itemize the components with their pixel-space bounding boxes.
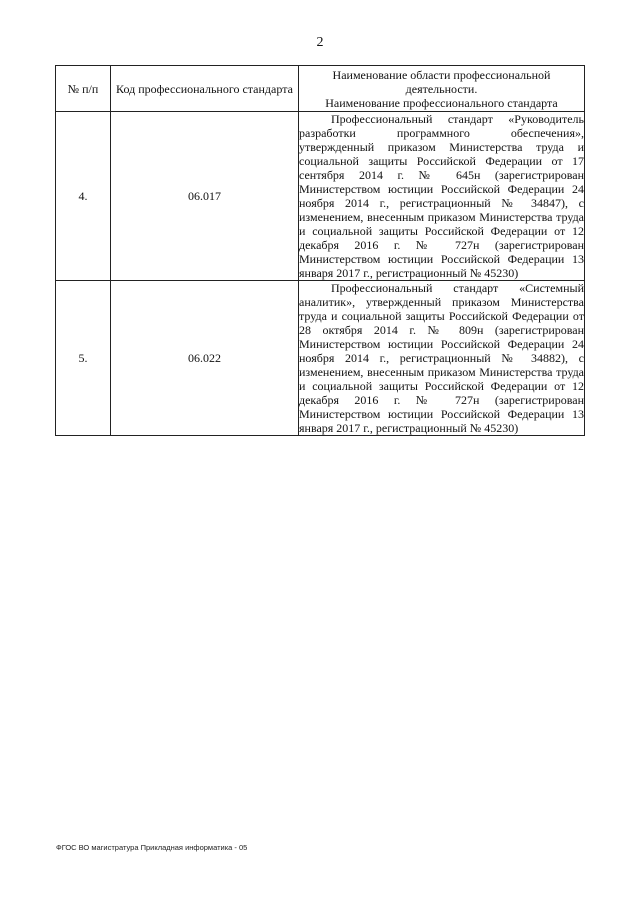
standard-code: 06.017	[111, 112, 299, 281]
standard-description: Профессиональный стандарт «Руководитель разработки программного обеспечения», утвержденный приказом Министерства труда и социальной защиты Российской Федерации от 17 сентября 2014 г. № 645н (зарегистрирован Министерством юстиции Российской Федерации 24 ноября 2014 г., регистрационный № 34847), с изменением, внесенным приказом Министерства труда и социальной защиты Российской Федерации от 12 декабря 2016 г. № 727н (зарегистрирован Министерством юстиции Российской Федерации 13 января 2017 г., регистрационный № 45230)	[299, 112, 584, 280]
table-row	[56, 281, 585, 436]
row-number: 4.	[56, 112, 111, 281]
table-header-row	[56, 66, 585, 112]
header-num: № п/п	[56, 66, 111, 112]
row-number: 5.	[56, 281, 111, 436]
page-number: 2	[316, 35, 324, 50]
standard-code: 06.022	[111, 281, 299, 436]
standard-description: Профессиональный стандарт «Системный аналитик», утвержденный приказом Министерства труда и социальной защиты Российской Федерации от 28 октября 2014 г. № 809н (зарегистрирован Министерством юстиции Российской Федерации 24 ноября 2014 г., регистрационный № 34882), с изменением, внесенным приказом Министерства труда и социальной защиты Российской Федерации от 12 декабря 2016 г. № 727н (зарегистрирован Министерством юстиции Российской Федерации 13 января 2017 г., регистрационный № 45230)	[299, 281, 584, 435]
document-footer: ФГОС ВО магистратура Прикладная информатика - 05	[56, 843, 248, 852]
table-row	[56, 112, 585, 281]
header-name-line2: Наименование профессионального стандарта	[325, 95, 558, 110]
header-name	[299, 66, 585, 112]
header-name-line1: Наименование области профессиональной деятельности.	[332, 67, 551, 96]
professional-standards-table	[55, 65, 585, 436]
header-code: Код профессионального стандарта	[111, 66, 299, 112]
